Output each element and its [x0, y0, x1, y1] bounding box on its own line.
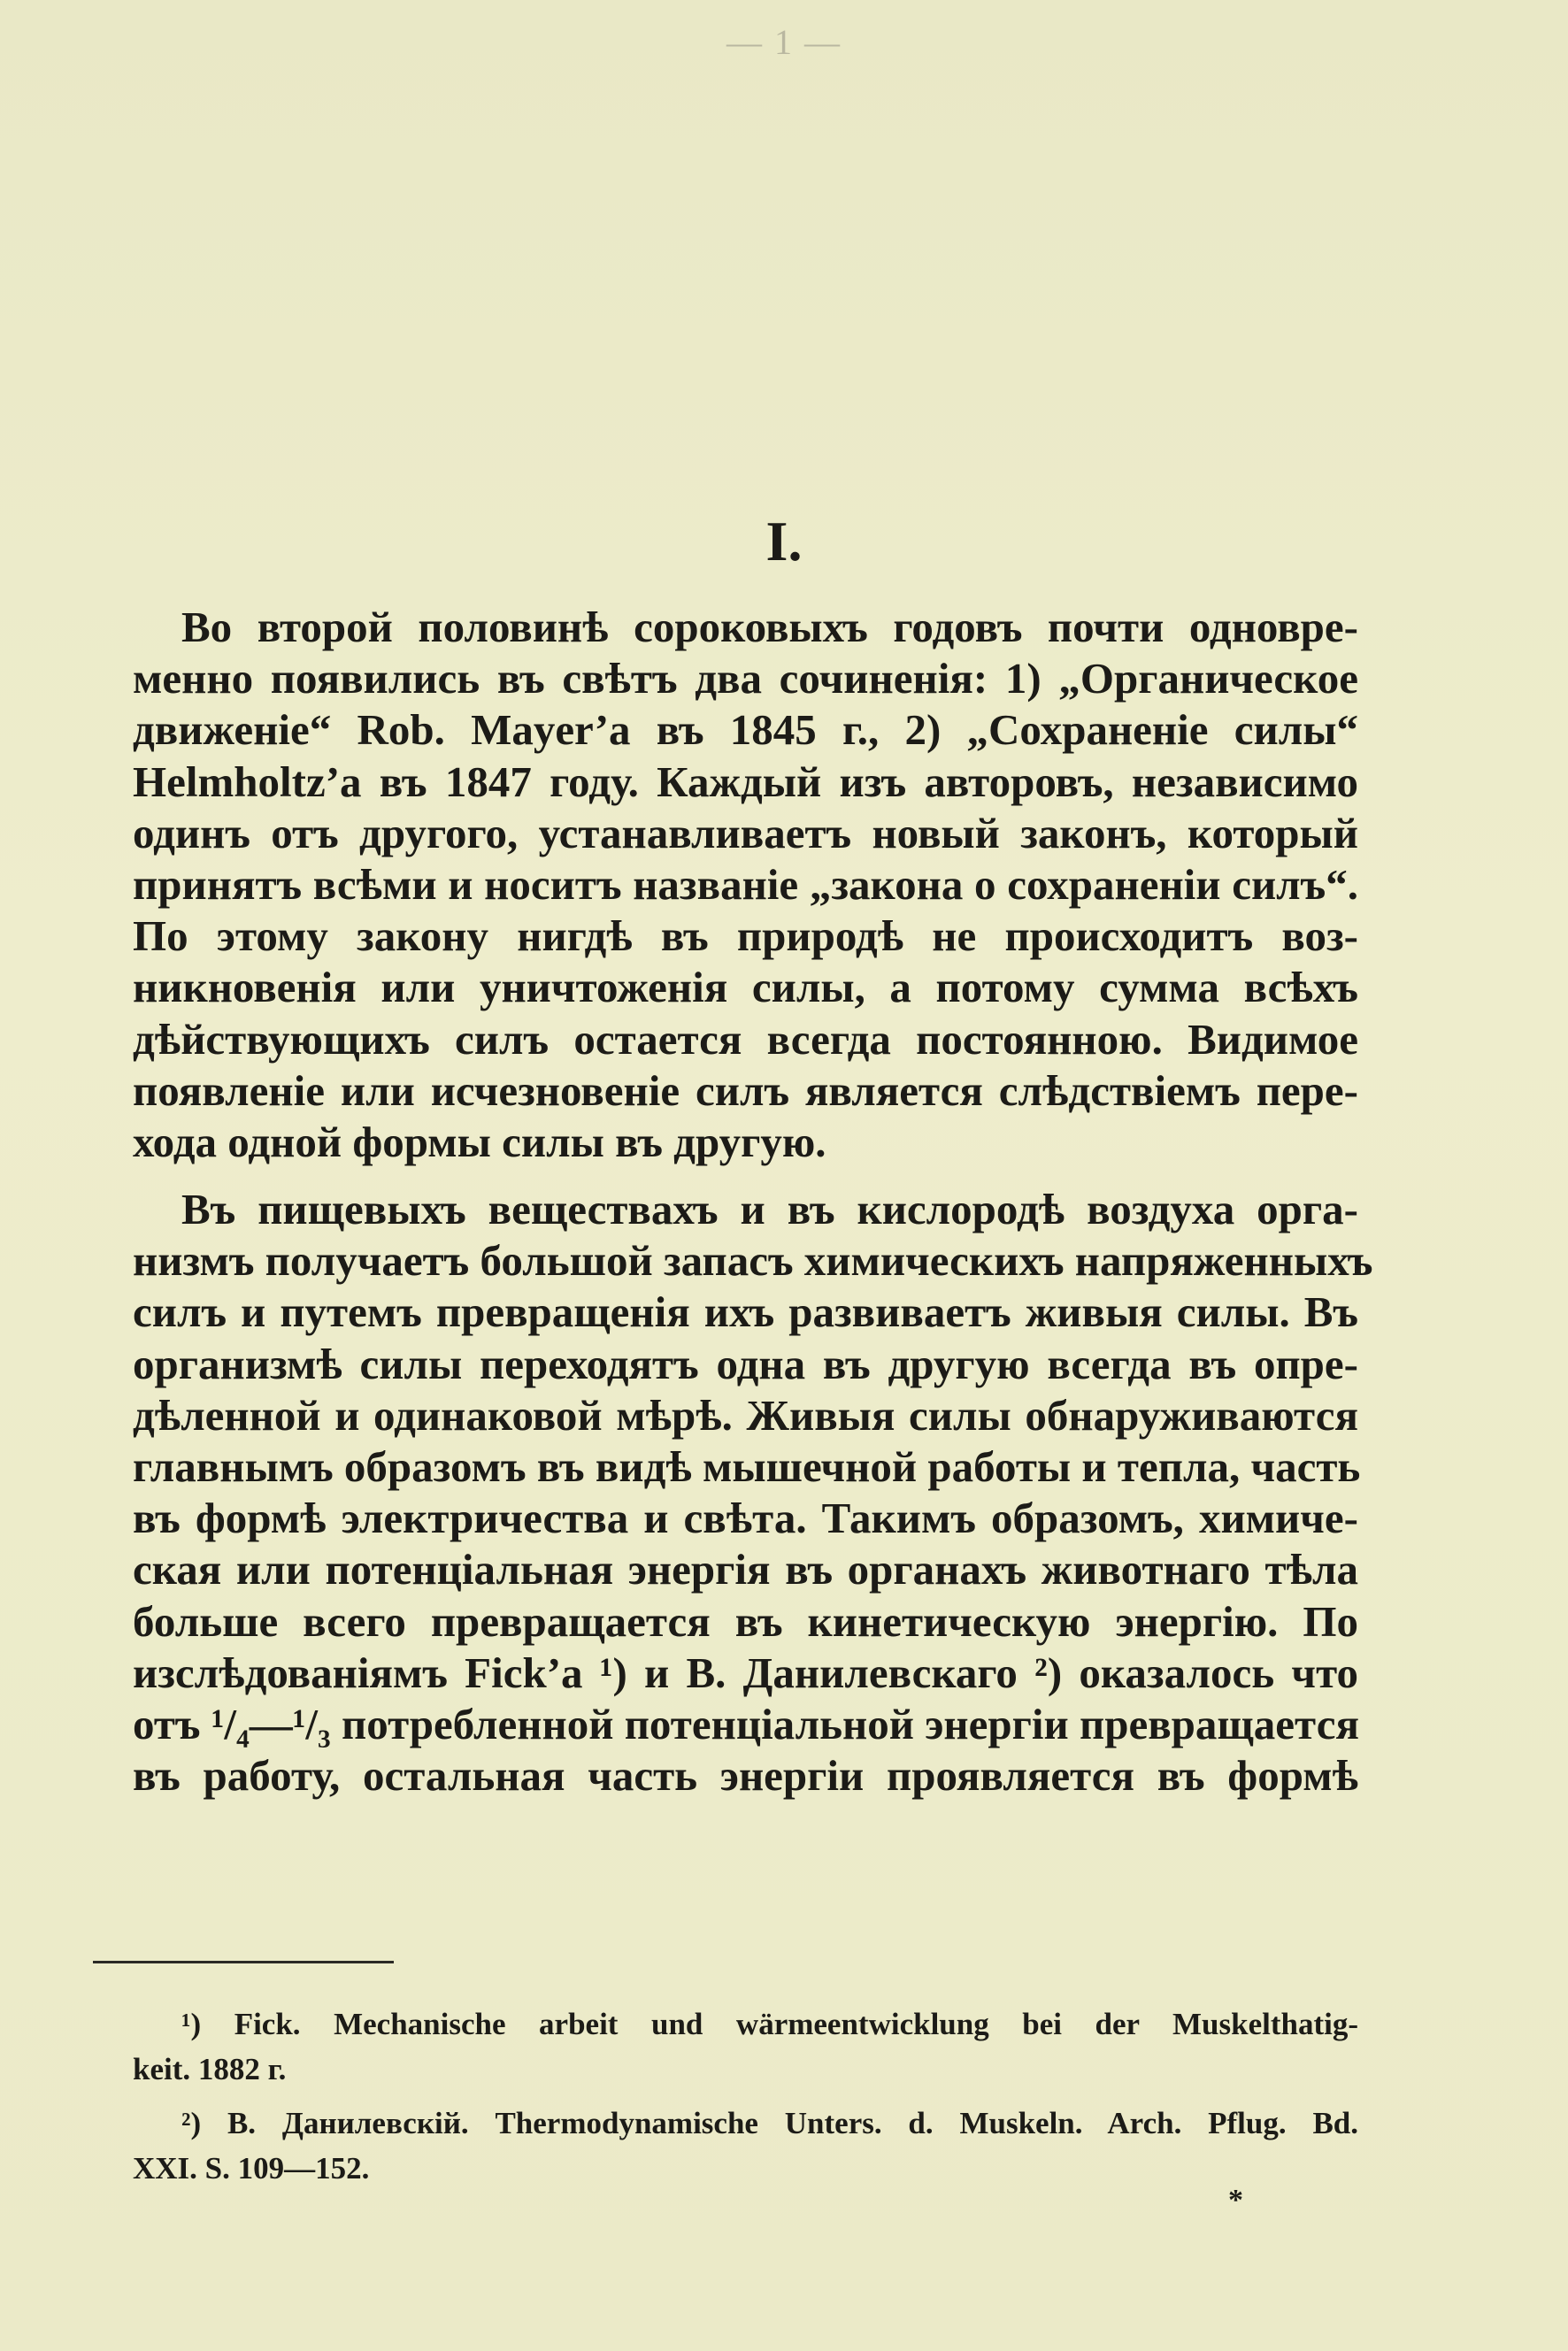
footnotes	[133, 2001, 1358, 2200]
text-line: дѣленной и одинаковой мѣрѣ. Живыя силы обнаруживаются	[133, 1390, 1358, 1440]
text-line: По этому закону нигдѣ въ природѣ не происходитъ воз-	[133, 911, 1358, 961]
text-line: никновенія или уничтоженія силы, а потому сумма всѣхъ	[133, 963, 1358, 1012]
page-number: — 1 —	[726, 22, 842, 62]
text-line: въ формѣ электричества и свѣта. Такимъ образомъ, химиче-	[133, 1494, 1358, 1543]
footnote-line: keit. 1882 г.	[133, 2052, 287, 2086]
text-line: ская или потенціальная энергія въ органахъ животнаго тѣла	[133, 1545, 1358, 1594]
chapter-heading: I.	[765, 510, 803, 572]
text-line: дѣйствующихъ силъ остается всегда постоянною. Видимое	[133, 1014, 1358, 1064]
text-line: низмъ получаетъ большой запасъ химическихъ напряженныхъ	[133, 1236, 1373, 1286]
text-line: появленіе или исчезновеніе силъ является слѣдствіемъ пере-	[133, 1065, 1358, 1115]
text-line: менно появились въ свѣтъ два сочиненія: 1) „Органическое	[133, 654, 1358, 703]
body-text	[133, 602, 1373, 1817]
text-line: изслѣдованіямъ Fick’a ¹) и В. Данилевскаго ²) оказалось что	[133, 1648, 1358, 1697]
paragraph-2	[133, 1184, 1373, 1802]
signature-mark: *	[1228, 2184, 1243, 2217]
text-line: одинъ отъ другого, устанавливаетъ новый законъ, который	[133, 808, 1358, 857]
text-line: главнымъ образомъ въ видѣ мышечной работы и тепла, часть	[133, 1442, 1361, 1491]
text-line: Въ пищевыхъ веществахъ и въ кислородѣ воздуха орга-	[181, 1185, 1358, 1234]
footnote-2	[133, 2101, 1358, 2191]
footnote-line: XXI. S. 109—152.	[133, 2151, 370, 2186]
text-line: силъ и путемъ превращенія ихъ развиваетъ живыя силы. Въ	[133, 1287, 1358, 1337]
footnote-line: ²) В. Данилевскій. Thermodynamische Unters. d. Muskeln. Arch. Pflug. Bd.	[181, 2106, 1358, 2140]
text-line: Helmholtz’a въ 1847 году. Каждый изъ авторовъ, независимо	[133, 757, 1358, 806]
text-line: принятъ всѣми и носитъ названіе „закона о сохраненіи силъ“.	[133, 859, 1358, 909]
footnote-divider	[93, 1961, 394, 1963]
footnote-line: ¹) Fick. Mechanische arbeit und wärmeentwicklung bei der Muskelthatig-	[181, 2007, 1358, 2041]
text-line: въ работу, остальная часть энергіи проявляется въ формѣ	[133, 1751, 1358, 1801]
text-line: движеніе“ Rob. Mayer’a въ 1845 г., 2) „Сохраненіе силы“	[133, 705, 1358, 755]
text-line: отъ ¹/₄—¹/₃ потребленной потенціальной энергіи превращается	[133, 1699, 1359, 1748]
paragraph-1	[133, 602, 1358, 1168]
footnote-1	[133, 2001, 1358, 2092]
text-line: организмѣ силы переходятъ одна въ другую всегда въ опре-	[133, 1339, 1358, 1388]
text-line: Во второй половинѣ сороковыхъ годовъ почти одновре-	[181, 603, 1358, 651]
text-line: больше всего превращается въ кинетическую энергію. По	[133, 1596, 1358, 1646]
text-line: хода одной формы силы въ другую.	[133, 1117, 826, 1166]
